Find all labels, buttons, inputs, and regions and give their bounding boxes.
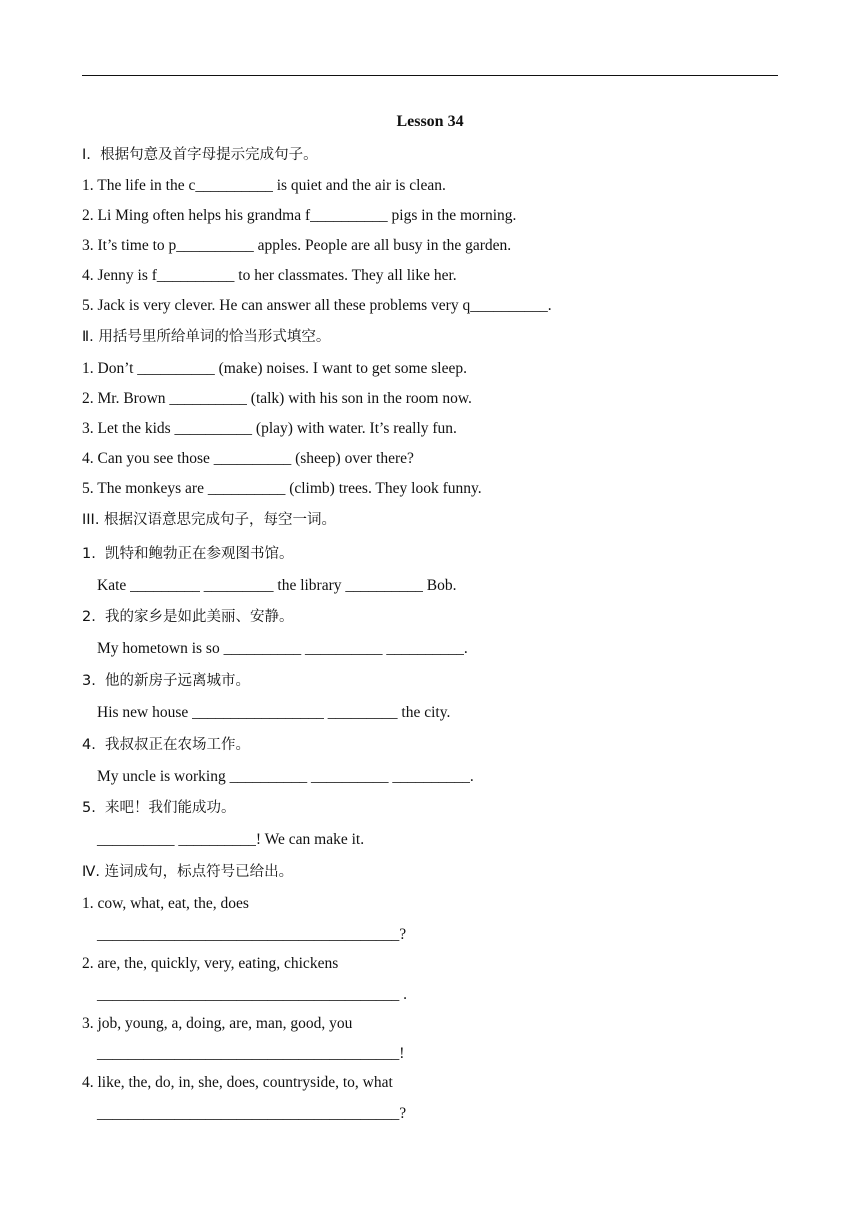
s2-question-5: 5. The monkeys are __________ (climb) trees. They look funny.: [82, 480, 482, 497]
s1-question-4: 4. Jenny is f__________ to her classmates. They all like her.: [82, 267, 457, 284]
header-rule: [82, 75, 778, 76]
s1-question-2: 2. Li Ming often helps his grandma f__________ pigs in the morning.: [82, 207, 517, 224]
s4-question-1-answer-line: _______________________________________?: [97, 926, 407, 943]
section-4-heading: Ⅳ. 连词成句，标点符号已给出。: [82, 864, 294, 880]
s3-question-2-english: My hometown is so __________ __________ __________.: [97, 640, 468, 657]
page-title: Lesson 34: [396, 113, 464, 130]
s2-question-1: 1. Don’t __________ (make) noises. I want to get some sleep.: [82, 360, 467, 377]
s3-question-3-chinese: 3. 他的新房子远离城市。: [82, 673, 251, 689]
s4-question-1-words: 1. cow, what, eat, the, does: [82, 895, 249, 912]
s2-question-3: 3. Let the kids __________ (play) with water. It’s really fun.: [82, 420, 457, 437]
s3-question-2-chinese: 2. 我的家乡是如此美丽、安静。: [82, 609, 294, 625]
s3-question-4-english: My uncle is working __________ __________ __________.: [97, 768, 474, 785]
s4-question-3-words: 3. job, young, a, doing, are, man, good, you: [82, 1015, 353, 1032]
s4-question-4-words: 4. like, the, do, in, she, does, countryside, to, what: [82, 1074, 393, 1091]
s4-question-3-answer-line: _______________________________________!: [97, 1045, 405, 1062]
s4-question-4-answer-line: _______________________________________?: [97, 1105, 407, 1122]
s3-question-5-chinese: 5. 来吧！我们能成功。: [82, 800, 236, 816]
s1-question-1: 1. The life in the c__________ is quiet and the air is clean.: [82, 177, 446, 194]
s1-question-3: 3. It’s time to p__________ apples. People are all busy in the garden.: [82, 237, 512, 254]
s4-question-2-answer-line: _______________________________________ .: [97, 986, 407, 1003]
s2-question-4: 4. Can you see those __________ (sheep) over there?: [82, 450, 414, 467]
s3-question-3-english: His new house _________________ _________ the city.: [97, 704, 451, 721]
s2-question-2: 2. Mr. Brown __________ (talk) with his son in the room now.: [82, 390, 472, 407]
s3-question-1-english: Kate _________ _________ the library __________ Bob.: [97, 577, 457, 594]
section-3-heading: III. 根据汉语意思完成句子，每空一词。: [82, 512, 337, 528]
section-1-heading: Ⅰ. 根据句意及首字母提示完成句子。: [82, 147, 318, 163]
s3-question-1-chinese: 1. 凯特和鲍勃正在参观图书馆。: [82, 546, 294, 562]
section-2-heading: Ⅱ. 用括号里所给单词的恰当形式填空。: [82, 329, 331, 345]
s3-question-5-english: __________ __________! We can make it.: [97, 831, 365, 848]
s4-question-2-words: 2. are, the, quickly, very, eating, chickens: [82, 955, 339, 972]
s1-question-5: 5. Jack is very clever. He can answer all these problems very q__________.: [82, 297, 552, 314]
s3-question-4-chinese: 4. 我叔叔正在农场工作。: [82, 737, 251, 753]
